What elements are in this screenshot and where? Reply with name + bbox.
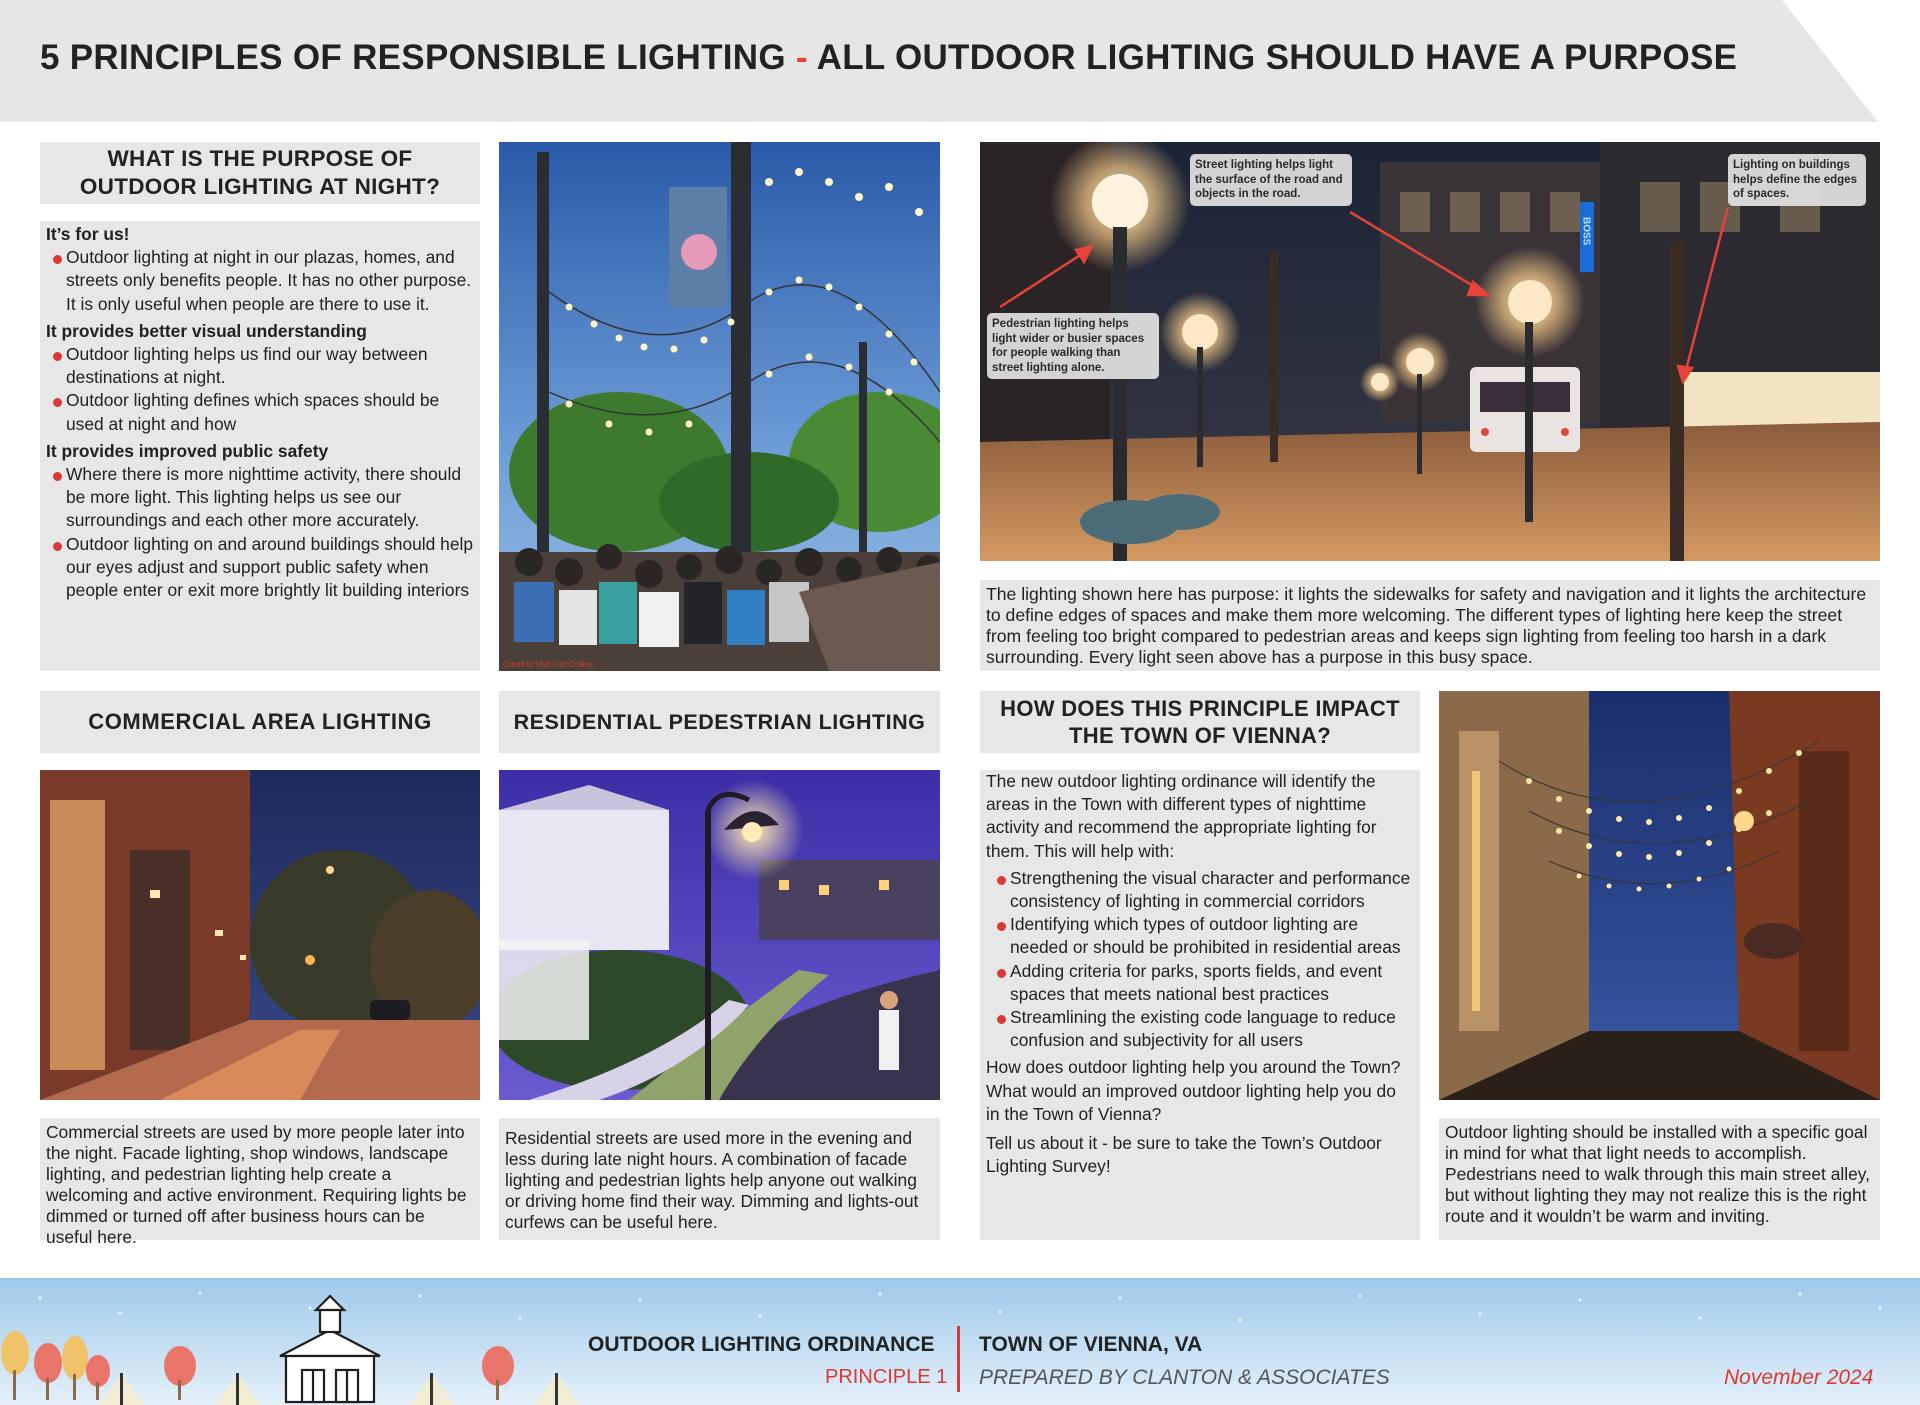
footer-prepared-by: PREPARED BY CLANTON & ASSOCIATES <box>979 1366 1390 1389</box>
purpose-heading <box>40 142 480 204</box>
impact-heading <box>980 691 1420 753</box>
title-part-2: ALL OUTDOOR LIGHTING SHOULD HAVE A PURPOSE <box>816 38 1738 77</box>
commercial-heading-text: COMMERCIAL AREA LIGHTING <box>88 709 432 735</box>
residential-photo <box>499 770 940 1100</box>
impact-question: How does outdoor lighting help you around the Town? What would an improved outdoor lighting help you do in the Town of Vienna? <box>986 1057 1401 1124</box>
purpose-section <box>46 440 476 602</box>
street-photo <box>980 142 1880 561</box>
impact-bullet: Identifying which types of outdoor lighting are needed or should be prohibited in residential areas <box>990 913 1414 959</box>
footer-date: November 2024 <box>1724 1366 1874 1389</box>
purpose-subhead: It’s for us! <box>46 224 130 244</box>
commercial-caption: Commercial streets are used by more people later into the night. Facade lighting, shop windows, landscape lighting, and pedestrian lighting help create a welcoming and active environment. Requiring lights be dimmed or turned off after business hours can be useful here. <box>40 1118 480 1240</box>
residential-heading <box>499 691 940 753</box>
purpose-heading-line-1: WHAT IS THE PURPOSE OF <box>107 145 413 171</box>
impact-bullet: Adding criteria for parks, sports fields, and event spaces that meets national best practices <box>990 960 1414 1006</box>
photo-credit: Credit to Visit Fort Collins <box>503 660 594 669</box>
callout-building-lighting: Lighting on buildings helps define the edges of spaces. <box>1728 154 1866 206</box>
alley-caption: Outdoor lighting should be installed with a specific goal in mind for what that light needs to accomplish. Pedestrians need to walk through this main street alley, but without lighting they may not realize this is the right route and it wouldn’t be warm and inviting. <box>1439 1118 1880 1240</box>
commercial-heading <box>40 691 480 753</box>
purpose-bullet: Outdoor lighting at night in our plazas, homes, and streets only benefits people. It has no other purpose. It is only useful when people are there to use it. <box>46 246 476 316</box>
title-part-1: 5 PRINCIPLES OF RESPONSIBLE LIGHTING <box>40 38 786 77</box>
purpose-heading-line-2: OUTDOOR LIGHTING AT NIGHT? <box>79 174 441 199</box>
footer-illustration <box>0 1278 1920 1405</box>
footer-principle: PRINCIPLE 1 <box>825 1366 948 1388</box>
purpose-subhead: It provides better visual understanding <box>46 320 367 341</box>
footer-town: TOWN OF VIENNA, VA <box>979 1333 1203 1356</box>
residential-caption: Residential streets are used more in the evening and less during late night hours. A combination of facade lighting and pedestrian lights help anyone out walking or driving home find their way. Dimming and lights-out curfews can be useful here. <box>499 1118 940 1240</box>
callout-street-lighting: Street lighting helps light the surface of the road and objects in the road. <box>1190 154 1352 206</box>
impact-intro: The new outdoor lighting ordinance will identify the areas in the Town with different types of nighttime activity and recommend the appropriate lighting for them. This will help with: <box>986 771 1377 861</box>
impact-call-to-action: Tell us about it - be sure to take the Town’s Outdoor Lighting Survey! <box>986 1133 1382 1177</box>
title-dash: - <box>795 38 808 77</box>
impact-bullet: Strengthening the visual character and performance consistency of lighting in commercial corridors <box>990 867 1414 913</box>
alley-photo <box>1439 691 1880 1100</box>
impact-body <box>980 770 1420 1240</box>
purpose-section <box>46 320 476 436</box>
commercial-photo <box>40 770 480 1100</box>
footer-ordinance: OUTDOOR LIGHTING ORDINANCE <box>588 1333 935 1356</box>
purpose-bullet: Where there is more nighttime activity, there should be more light. This lighting helps us see our surroundings and each other more accurately. <box>46 463 476 533</box>
purpose-section <box>46 223 476 316</box>
purpose-body <box>40 221 480 671</box>
impact-bullet: Streamlining the existing code language to reduce confusion and subjectivity for all users <box>990 1006 1414 1052</box>
page-title <box>40 38 1737 78</box>
plaza-photo <box>499 142 940 671</box>
street-caption: The lighting shown here has purpose: it lights the sidewalks for safety and navigation and it lights the architecture to define edges of spaces and make them more welcoming. The different types of lighting here keep the street from feeling too bright compared to pedestrian areas and keeps sign lighting from feeling too harsh in a dark surrounding. Every light seen above has a purpose in this busy space. <box>980 580 1880 671</box>
purpose-bullet: Outdoor lighting helps us find our way between destinations at night. <box>46 343 476 389</box>
purpose-subhead: It provides improved public safety <box>46 440 329 461</box>
boss-sign: BOSS <box>1580 217 1592 246</box>
callout-pedestrian-lighting: Pedestrian lighting helps light wider or busier spaces for people walking than street lighting alone. <box>987 313 1159 379</box>
header-banner <box>0 0 1880 122</box>
impact-heading-line-1: HOW DOES THIS PRINCIPLE IMPACT <box>1000 695 1400 721</box>
purpose-bullet: Outdoor lighting defines which spaces should be used at night and how <box>46 389 476 435</box>
purpose-bullet: Outdoor lighting on and around buildings should help our eyes adjust and support public safety when people enter or exit more brightly lit building interiors <box>46 533 476 603</box>
residential-heading-text: RESIDENTIAL PEDESTRIAN LIGHTING <box>513 709 926 734</box>
footer <box>0 1278 1920 1405</box>
impact-heading-line-2: THE TOWN OF VIENNA? <box>1069 723 1331 748</box>
